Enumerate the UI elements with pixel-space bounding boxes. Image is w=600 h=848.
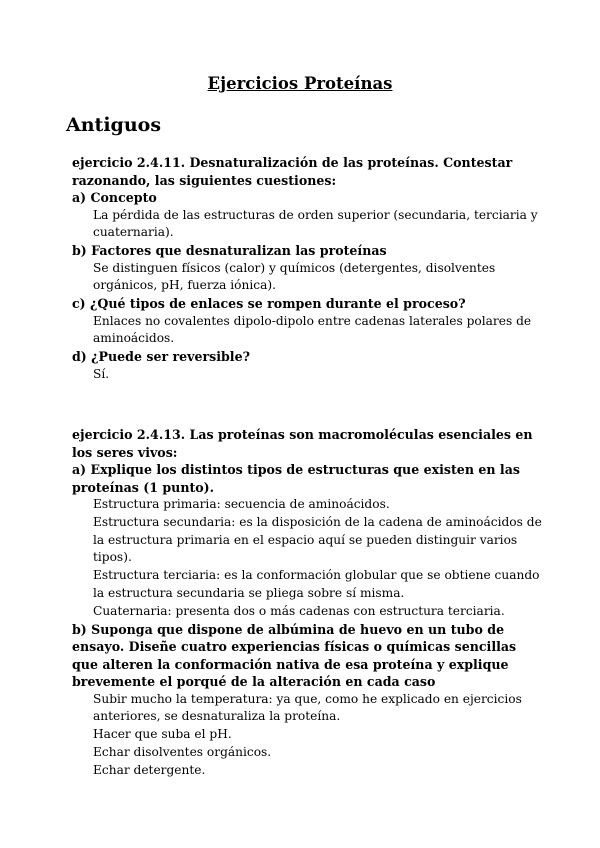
answer: Subir mucho la temperatura: ya que, como he explicado en ejercicios anteriores, se desnaturaliza la proteína.	[93, 691, 522, 724]
exercise-2-4-13	[72, 426, 542, 780]
question: a) Concepto	[72, 190, 157, 205]
page-title: Ejercicios Proteínas	[207, 74, 393, 93]
exercise-heading: ejercicio 2.4.13. Las proteínas son macromoléculas esenciales en los seres vivos:	[72, 427, 533, 460]
answer: La pérdida de las estructuras de orden superior (secundaria, terciaria y cuaternaria).	[93, 207, 538, 240]
answer: Enlaces no covalentes dipolo-dipolo entre cadenas laterales polares de aminoácidos.	[93, 313, 532, 346]
answer: Sí.	[93, 366, 110, 381]
answer: Cuaternaria: presenta dos o más cadenas con estructura terciaria.	[93, 603, 505, 618]
exercise-2-4-11	[72, 154, 542, 384]
answer: Echar detergente.	[93, 762, 206, 777]
section-heading: Antiguos	[66, 114, 162, 136]
question: c) ¿Qué tipos de enlaces se rompen durante el proceso?	[72, 296, 466, 312]
exercise-heading: ejercicio 2.4.11. Desnaturalización de las proteínas. Contestar razonando, las siguientes cuestiones:	[72, 155, 513, 188]
question: a) Explique los distintos tipos de estructuras que existen en las proteínas (1 punto).	[72, 462, 520, 495]
answer: Estructura secundaria: es la disposición de la cadena de aminoácidos de la estructura primaria en el espacio aquí se pueden distinguir varios tipos).	[93, 514, 542, 565]
answer: Se distinguen físicos (calor) y químicos (detergentes, disolventes orgánicos, pH, fuerza iónica).	[93, 260, 496, 293]
question: b) Suponga que dispone de albúmina de huevo en un tubo de ensayo. Diseñe cuatro experiencias físicas o químicas sencillas que alteren la conformación nativa de esa proteína y explique brevemente el porqué de la alteración en cada caso	[72, 621, 517, 690]
answer: Echar disolventes orgánicos.	[93, 744, 272, 759]
answer: Estructura primaria: secuencia de aminoácidos.	[93, 497, 390, 511]
answer: Hacer que suba el pH.	[93, 727, 232, 742]
question: d) ¿Puede ser reversible?	[72, 349, 250, 365]
answer: Estructura terciaria: es la conformación globular que se obtiene cuando la estructura secundaria se pliega sobre sí misma.	[93, 568, 540, 600]
question: b) Factores que desnaturalizan las proteínas	[72, 243, 387, 259]
